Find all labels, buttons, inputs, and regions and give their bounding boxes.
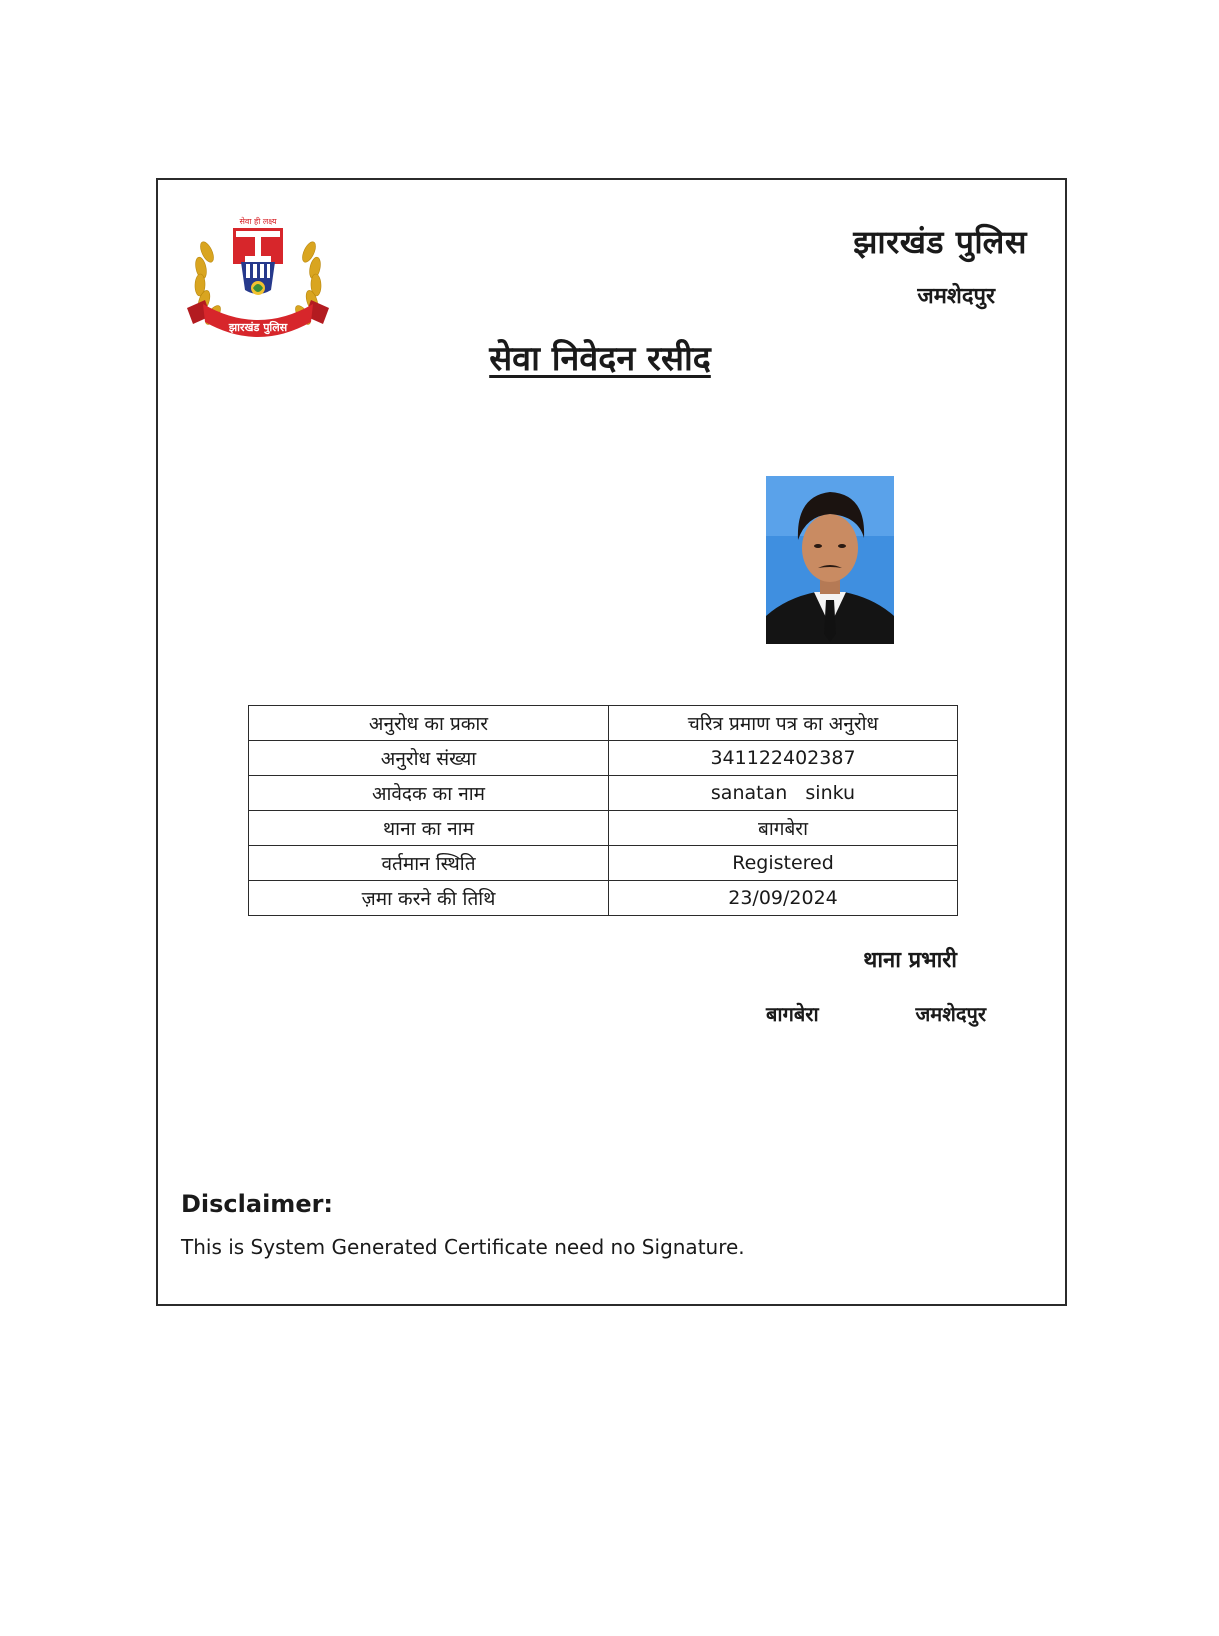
document-title: सेवा निवेदन रसीद xyxy=(489,339,711,379)
signatory-location xyxy=(766,1000,986,1027)
org-name: झारखंड पुलिस xyxy=(853,223,1027,261)
row-value: sanatan sinku xyxy=(609,776,958,811)
signatory-station: बागबेरा xyxy=(766,1002,819,1026)
row-label: वर्तमान स्थिति xyxy=(249,846,609,881)
row-value: चरित्र प्रमाण पत्र का अनुरोध xyxy=(609,706,958,741)
row-label: थाना का नाम xyxy=(249,811,609,846)
table-row xyxy=(249,881,958,916)
table-row xyxy=(249,706,958,741)
row-value: Registered xyxy=(609,846,958,881)
table-row xyxy=(249,741,958,776)
svg-text:झारखंड पुलिस: झारखंड पुलिस xyxy=(228,321,288,334)
table-row xyxy=(249,811,958,846)
table-row xyxy=(249,846,958,881)
disclaimer-heading: Disclaimer: xyxy=(181,1190,334,1218)
row-label: अनुरोध संख्या xyxy=(249,741,609,776)
request-details-table xyxy=(248,705,958,916)
svg-text:सेवा ही लक्ष्य: सेवा ही लक्ष्य xyxy=(239,217,277,226)
jharkhand-police-emblem-icon xyxy=(183,212,333,352)
signatory-city: जमशेदपुर xyxy=(915,1002,986,1026)
row-value: बागबेरा xyxy=(609,811,958,846)
row-value: 23/09/2024 xyxy=(609,881,958,916)
table-row xyxy=(249,776,958,811)
signatory-title: थाना प्रभारी xyxy=(863,948,957,973)
row-label: आवेदक का नाम xyxy=(249,776,609,811)
applicant-photo xyxy=(766,476,894,644)
row-value: 341122402387 xyxy=(609,741,958,776)
row-label: अनुरोध का प्रकार xyxy=(249,706,609,741)
disclaimer-text: This is System Generated Certificate need no Signature. xyxy=(181,1235,745,1259)
row-label: ज़मा करने की तिथि xyxy=(249,881,609,916)
org-city: जमशेदपुर xyxy=(917,284,995,309)
